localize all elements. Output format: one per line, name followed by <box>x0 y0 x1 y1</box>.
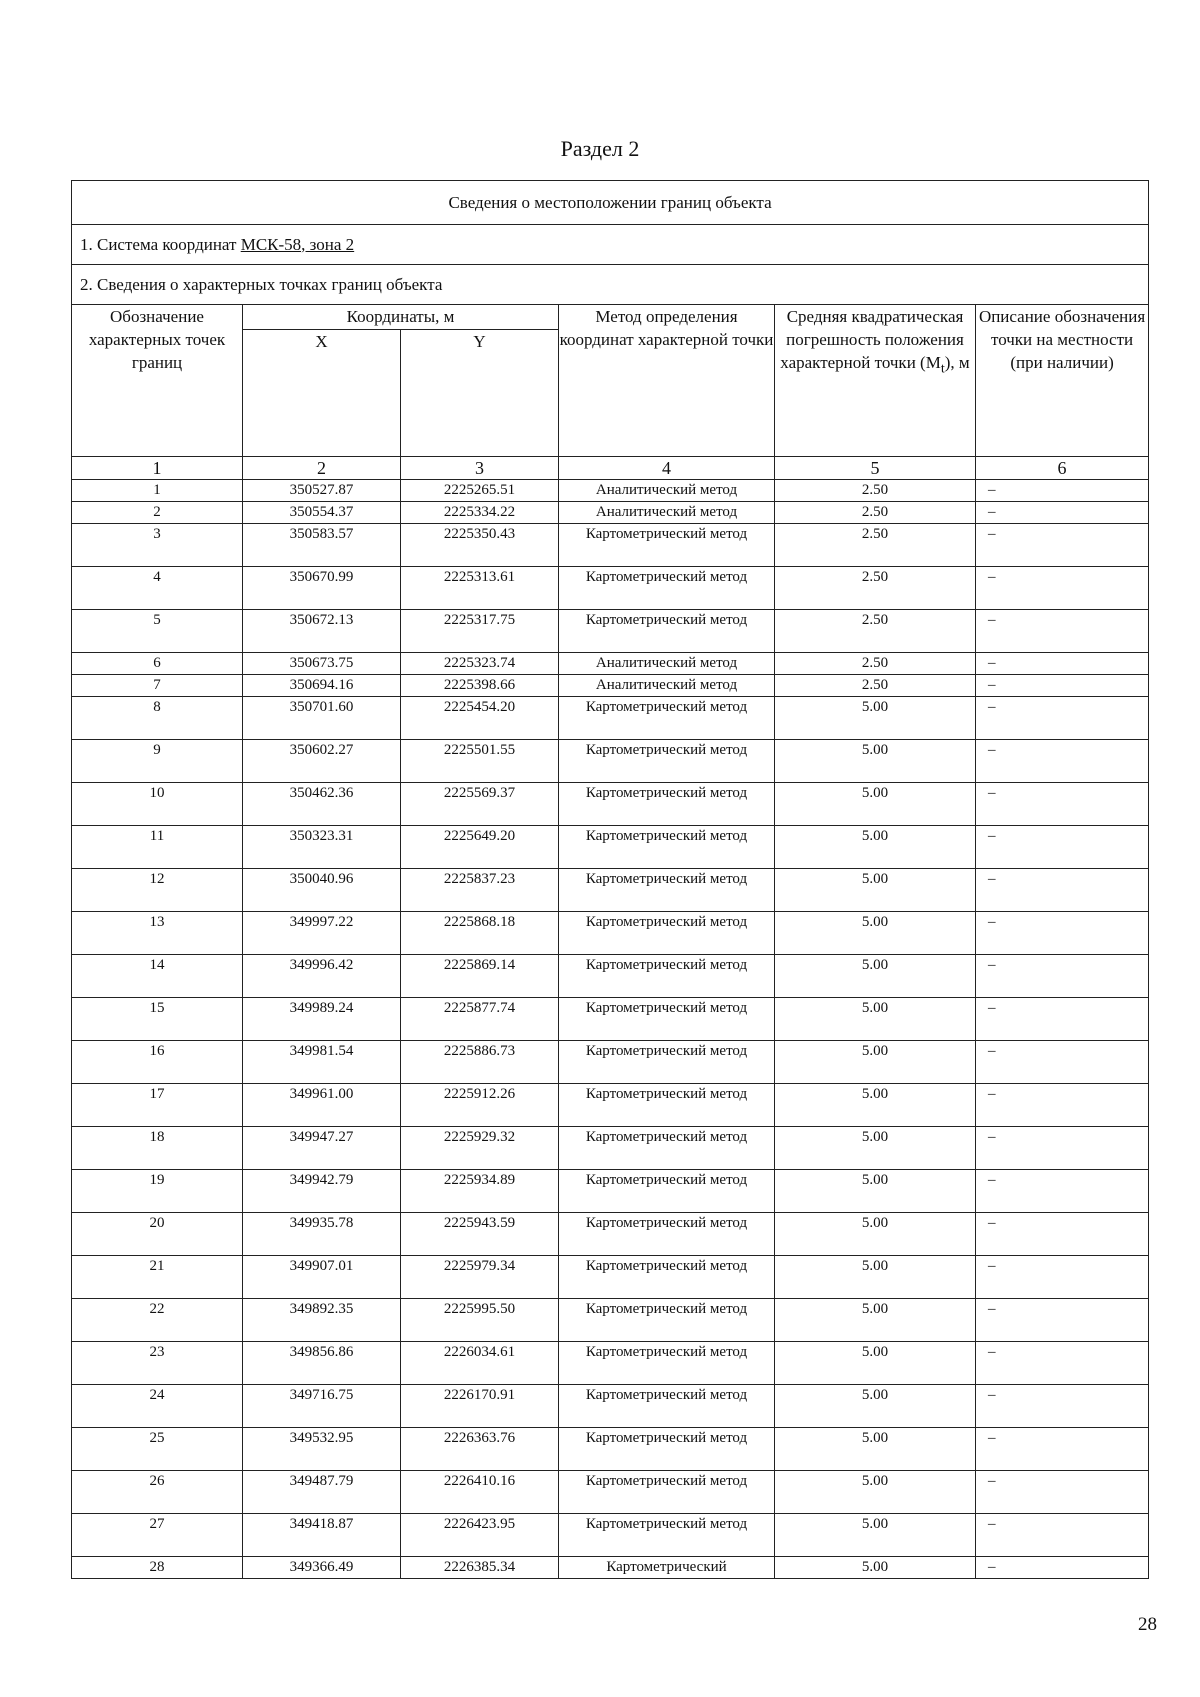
x-coordinate-cell: 350673.75 <box>243 653 401 675</box>
x-coordinate-cell: 350323.31 <box>243 826 401 869</box>
mean-error-cell: 5.00 <box>775 740 976 783</box>
point-number-cell: 23 <box>72 1342 243 1385</box>
description-cell: – <box>976 912 1149 955</box>
method-cell: Картометрический метод <box>559 697 775 740</box>
x-coordinate-cell: 349907.01 <box>243 1256 401 1299</box>
mean-error-cell: 5.00 <box>775 1299 976 1342</box>
point-number-cell: 6 <box>72 653 243 675</box>
description-cell: – <box>976 998 1149 1041</box>
y-coordinate-cell: 2225995.50 <box>401 1299 559 1342</box>
y-coordinate-cell: 2225912.26 <box>401 1084 559 1127</box>
description-cell: – <box>976 1342 1149 1385</box>
description-cell: – <box>976 502 1149 524</box>
x-coordinate-cell: 349989.24 <box>243 998 401 1041</box>
point-number-cell: 19 <box>72 1170 243 1213</box>
x-coordinate-cell: 349856.86 <box>243 1342 401 1385</box>
method-cell: Картометрический метод <box>559 524 775 567</box>
point-number-cell: 11 <box>72 826 243 869</box>
y-coordinate-cell: 2226034.61 <box>401 1342 559 1385</box>
method-cell: Аналитический метод <box>559 502 775 524</box>
header-description: Описание обозначения точки на местности (при наличии) <box>976 305 1149 457</box>
mean-error-cell: 5.00 <box>775 1213 976 1256</box>
y-coordinate-cell: 2225868.18 <box>401 912 559 955</box>
x-coordinate-cell: 350554.37 <box>243 502 401 524</box>
table-row <box>72 1213 1149 1256</box>
point-number-cell: 21 <box>72 1256 243 1299</box>
x-coordinate-cell: 350040.96 <box>243 869 401 912</box>
x-coordinate-cell: 349716.75 <box>243 1385 401 1428</box>
coord-system-value: МСК-58, зона 2 <box>240 234 355 254</box>
x-coordinate-cell: 350583.57 <box>243 524 401 567</box>
mean-error-cell: 5.00 <box>775 955 976 998</box>
description-cell: – <box>976 1557 1149 1579</box>
column-number: 1 <box>72 457 243 480</box>
y-coordinate-cell: 2225501.55 <box>401 740 559 783</box>
method-cell: Картометрический метод <box>559 1514 775 1557</box>
method-cell: Картометрический метод <box>559 1127 775 1170</box>
y-coordinate-cell: 2225837.23 <box>401 869 559 912</box>
point-number-cell: 16 <box>72 1041 243 1084</box>
y-coordinate-cell: 2225317.75 <box>401 610 559 653</box>
table-row <box>72 502 1149 524</box>
x-coordinate-cell: 350701.60 <box>243 697 401 740</box>
y-coordinate-cell: 2225454.20 <box>401 697 559 740</box>
boundary-points-table <box>71 180 1149 1579</box>
mean-error-cell: 5.00 <box>775 1385 976 1428</box>
point-number-cell: 28 <box>72 1557 243 1579</box>
method-cell: Картометрический метод <box>559 1041 775 1084</box>
method-cell: Картометрический метод <box>559 740 775 783</box>
y-coordinate-cell: 2225979.34 <box>401 1256 559 1299</box>
y-coordinate-cell: 2225877.74 <box>401 998 559 1041</box>
description-cell: – <box>976 653 1149 675</box>
mean-error-cell: 5.00 <box>775 1041 976 1084</box>
x-coordinate-cell: 350602.27 <box>243 740 401 783</box>
mean-error-cell: 5.00 <box>775 1514 976 1557</box>
method-cell: Картометрический метод <box>559 1342 775 1385</box>
table-row <box>72 869 1149 912</box>
y-coordinate-cell: 2225929.32 <box>401 1127 559 1170</box>
description-cell: – <box>976 1385 1149 1428</box>
header-mean-error-text: Средняя квадратическая погрешность положения характерной точки (M <box>780 307 964 372</box>
table-row <box>72 955 1149 998</box>
mean-error-cell: 2.50 <box>775 524 976 567</box>
y-coordinate-cell: 2225334.22 <box>401 502 559 524</box>
table-row <box>72 1127 1149 1170</box>
description-cell: – <box>976 610 1149 653</box>
x-coordinate-cell: 349947.27 <box>243 1127 401 1170</box>
mean-error-cell: 5.00 <box>775 1127 976 1170</box>
point-number-cell: 4 <box>72 567 243 610</box>
point-number-cell: 12 <box>72 869 243 912</box>
point-number-cell: 24 <box>72 1385 243 1428</box>
method-cell: Картометрический метод <box>559 1256 775 1299</box>
x-coordinate-cell: 349935.78 <box>243 1213 401 1256</box>
mean-error-cell: 5.00 <box>775 826 976 869</box>
point-number-cell: 20 <box>72 1213 243 1256</box>
x-coordinate-cell: 349961.00 <box>243 1084 401 1127</box>
method-cell: Картометрический метод <box>559 783 775 826</box>
mean-error-cell: 5.00 <box>775 912 976 955</box>
mean-error-cell: 2.50 <box>775 653 976 675</box>
x-coordinate-cell: 349981.54 <box>243 1041 401 1084</box>
point-number-cell: 10 <box>72 783 243 826</box>
mean-error-cell: 5.00 <box>775 1256 976 1299</box>
point-number-cell: 5 <box>72 610 243 653</box>
column-number: 4 <box>559 457 775 480</box>
method-cell: Картометрический метод <box>559 567 775 610</box>
y-coordinate-cell: 2225350.43 <box>401 524 559 567</box>
header-method: Метод определения координат характерной точки <box>559 305 775 457</box>
x-coordinate-cell: 349487.79 <box>243 1471 401 1514</box>
table-row <box>72 1084 1149 1127</box>
point-number-cell: 8 <box>72 697 243 740</box>
point-number-cell: 3 <box>72 524 243 567</box>
description-cell: – <box>976 1256 1149 1299</box>
header-mean-error-sub: t <box>940 360 945 377</box>
point-number-cell: 7 <box>72 675 243 697</box>
x-coordinate-cell: 349532.95 <box>243 1428 401 1471</box>
method-cell: Картометрический <box>559 1557 775 1579</box>
header-point-designation: Обозначение характерных точек границ <box>72 305 243 457</box>
table-row <box>72 1170 1149 1213</box>
description-cell: – <box>976 524 1149 567</box>
table-row <box>72 1385 1149 1428</box>
method-cell: Картометрический метод <box>559 1084 775 1127</box>
point-number-cell: 13 <box>72 912 243 955</box>
description-cell: – <box>976 826 1149 869</box>
description-cell: – <box>976 1170 1149 1213</box>
table-row <box>72 912 1149 955</box>
header-coordinates: Координаты, м <box>243 305 559 330</box>
y-coordinate-cell: 2225934.89 <box>401 1170 559 1213</box>
description-cell: – <box>976 869 1149 912</box>
description-cell: – <box>976 1041 1149 1084</box>
description-cell: – <box>976 1084 1149 1127</box>
table-row <box>72 1557 1149 1579</box>
description-cell: – <box>976 783 1149 826</box>
mean-error-cell: 5.00 <box>775 869 976 912</box>
y-coordinate-cell: 2225313.61 <box>401 567 559 610</box>
method-cell: Картометрический метод <box>559 998 775 1041</box>
point-number-cell: 18 <box>72 1127 243 1170</box>
y-coordinate-cell: 2226385.34 <box>401 1557 559 1579</box>
table-row <box>72 998 1149 1041</box>
table-row <box>72 1299 1149 1342</box>
description-cell: – <box>976 740 1149 783</box>
table-row <box>72 826 1149 869</box>
table-row <box>72 675 1149 697</box>
description-cell: – <box>976 1471 1149 1514</box>
table-caption: Сведения о местоположении границ объекта <box>72 181 1149 225</box>
table-row <box>72 567 1149 610</box>
table-row <box>72 1342 1149 1385</box>
y-coordinate-cell: 2226170.91 <box>401 1385 559 1428</box>
description-cell: – <box>976 1428 1149 1471</box>
table-row <box>72 480 1149 502</box>
column-number: 3 <box>401 457 559 480</box>
table-row <box>72 610 1149 653</box>
point-number-cell: 14 <box>72 955 243 998</box>
method-cell: Аналитический метод <box>559 480 775 502</box>
description-cell: – <box>976 1213 1149 1256</box>
x-coordinate-cell: 349997.22 <box>243 912 401 955</box>
column-number: 2 <box>243 457 401 480</box>
x-coordinate-cell: 349996.42 <box>243 955 401 998</box>
points-heading: 2. Сведения о характерных точках границ объекта <box>72 265 1149 305</box>
mean-error-cell: 2.50 <box>775 502 976 524</box>
method-cell: Картометрический метод <box>559 1213 775 1256</box>
mean-error-cell: 2.50 <box>775 610 976 653</box>
y-coordinate-cell: 2225869.14 <box>401 955 559 998</box>
table-row <box>72 1428 1149 1471</box>
table-row <box>72 1041 1149 1084</box>
point-number-cell: 9 <box>72 740 243 783</box>
point-number-cell: 2 <box>72 502 243 524</box>
x-coordinate-cell: 350527.87 <box>243 480 401 502</box>
description-cell: – <box>976 675 1149 697</box>
method-cell: Картометрический метод <box>559 1471 775 1514</box>
mean-error-cell: 5.00 <box>775 1084 976 1127</box>
column-numbers-row <box>72 457 1149 480</box>
y-coordinate-cell: 2225649.20 <box>401 826 559 869</box>
header-x: X <box>243 330 401 457</box>
table-row <box>72 1256 1149 1299</box>
table-row <box>72 1471 1149 1514</box>
y-coordinate-cell: 2225886.73 <box>401 1041 559 1084</box>
table-row <box>72 653 1149 675</box>
y-coordinate-cell: 2225569.37 <box>401 783 559 826</box>
method-cell: Картометрический метод <box>559 1385 775 1428</box>
mean-error-cell: 2.50 <box>775 480 976 502</box>
method-cell: Картометрический метод <box>559 610 775 653</box>
section-title: Раздел 2 <box>560 136 640 161</box>
method-cell: Картометрический метод <box>559 1170 775 1213</box>
x-coordinate-cell: 349892.35 <box>243 1299 401 1342</box>
method-cell: Картометрический метод <box>559 1299 775 1342</box>
table-row <box>72 783 1149 826</box>
x-coordinate-cell: 350694.16 <box>243 675 401 697</box>
point-number-cell: 15 <box>72 998 243 1041</box>
x-coordinate-cell: 350670.99 <box>243 567 401 610</box>
mean-error-cell: 5.00 <box>775 1170 976 1213</box>
y-coordinate-cell: 2225943.59 <box>401 1213 559 1256</box>
mean-error-cell: 5.00 <box>775 783 976 826</box>
table-row <box>72 697 1149 740</box>
y-coordinate-cell: 2226363.76 <box>401 1428 559 1471</box>
point-number-cell: 1 <box>72 480 243 502</box>
method-cell: Аналитический метод <box>559 653 775 675</box>
header-mean-error-unit: ), м <box>944 353 970 372</box>
column-number: 5 <box>775 457 976 480</box>
point-number-cell: 22 <box>72 1299 243 1342</box>
point-number-cell: 25 <box>72 1428 243 1471</box>
mean-error-cell: 2.50 <box>775 675 976 697</box>
method-cell: Картометрический метод <box>559 826 775 869</box>
coord-system-line <box>72 225 1149 265</box>
coord-system-prefix: 1. Система координат <box>80 234 241 254</box>
method-cell: Картометрический метод <box>559 912 775 955</box>
column-number: 6 <box>976 457 1149 480</box>
y-coordinate-cell: 2226423.95 <box>401 1514 559 1557</box>
method-cell: Аналитический метод <box>559 675 775 697</box>
page-number: 28 <box>1138 1614 1157 1635</box>
method-cell: Картометрический метод <box>559 1428 775 1471</box>
table-row <box>72 740 1149 783</box>
y-coordinate-cell: 2226410.16 <box>401 1471 559 1514</box>
y-coordinate-cell: 2225323.74 <box>401 653 559 675</box>
table-row <box>72 524 1149 567</box>
mean-error-cell: 2.50 <box>775 567 976 610</box>
x-coordinate-cell: 350462.36 <box>243 783 401 826</box>
y-coordinate-cell: 2225398.66 <box>401 675 559 697</box>
method-cell: Картометрический метод <box>559 869 775 912</box>
mean-error-cell: 5.00 <box>775 697 976 740</box>
mean-error-cell: 5.00 <box>775 998 976 1041</box>
description-cell: – <box>976 1127 1149 1170</box>
method-cell: Картометрический метод <box>559 955 775 998</box>
description-cell: – <box>976 480 1149 502</box>
x-coordinate-cell: 349418.87 <box>243 1514 401 1557</box>
x-coordinate-cell: 349942.79 <box>243 1170 401 1213</box>
y-coordinate-cell: 2225265.51 <box>401 480 559 502</box>
mean-error-cell: 5.00 <box>775 1428 976 1471</box>
description-cell: – <box>976 697 1149 740</box>
description-cell: – <box>976 955 1149 998</box>
header-mean-error <box>775 305 976 457</box>
point-number-cell: 17 <box>72 1084 243 1127</box>
point-number-cell: 27 <box>72 1514 243 1557</box>
point-number-cell: 26 <box>72 1471 243 1514</box>
x-coordinate-cell: 350672.13 <box>243 610 401 653</box>
header-y: Y <box>401 330 559 457</box>
mean-error-cell: 5.00 <box>775 1557 976 1579</box>
description-cell: – <box>976 1514 1149 1557</box>
description-cell: – <box>976 1299 1149 1342</box>
mean-error-cell: 5.00 <box>775 1471 976 1514</box>
mean-error-cell: 5.00 <box>775 1342 976 1385</box>
x-coordinate-cell: 349366.49 <box>243 1557 401 1579</box>
table-row <box>72 1514 1149 1557</box>
description-cell: – <box>976 567 1149 610</box>
